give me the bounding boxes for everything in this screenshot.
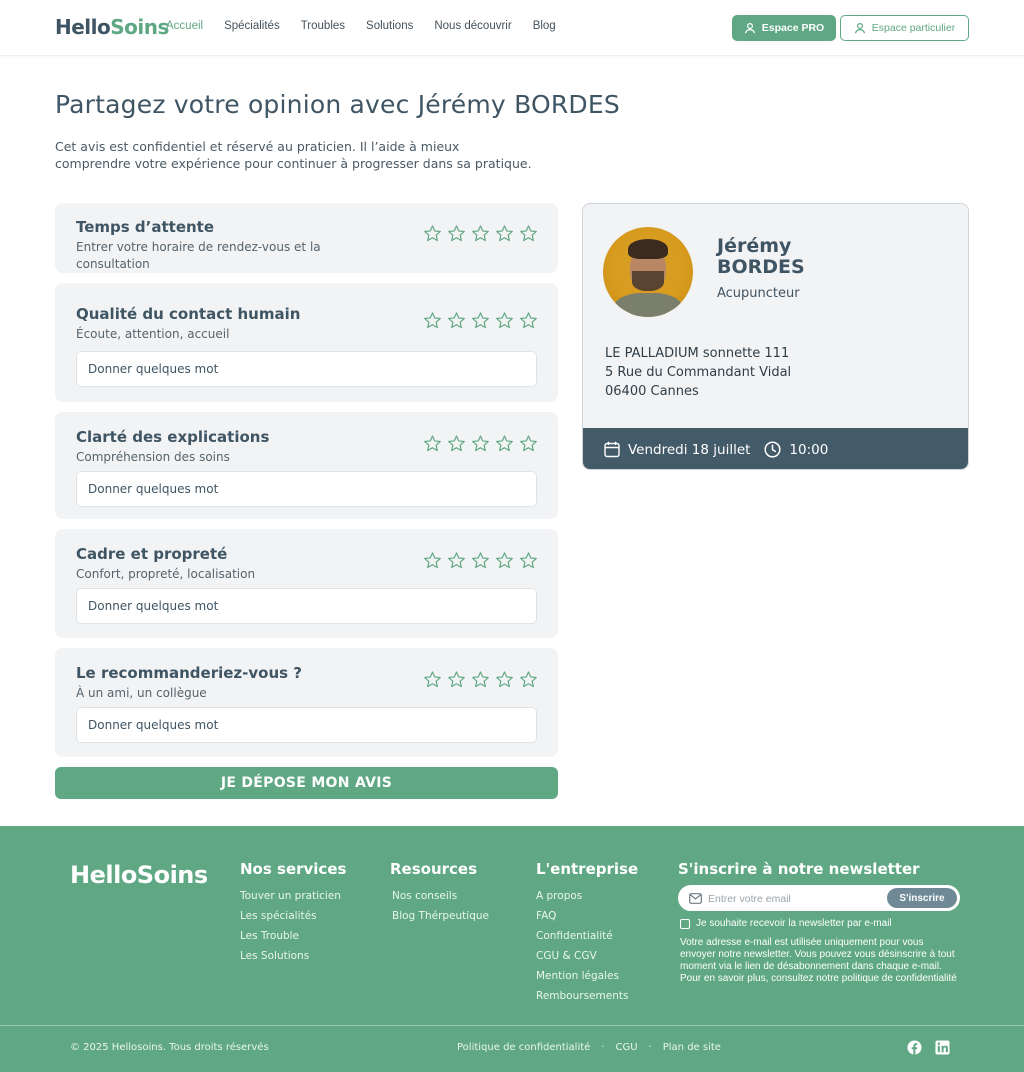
logo-part-1: Hello [55, 15, 111, 39]
comment-input[interactable] [76, 588, 537, 624]
user-icon [854, 22, 866, 34]
footer-link[interactable]: A propos [536, 890, 583, 902]
star-icon[interactable] [495, 224, 514, 243]
facebook-icon[interactable] [907, 1040, 922, 1055]
newsletter-email-input[interactable] [708, 890, 878, 908]
address-line: 5 Rue du Commandant Vidal [605, 365, 792, 380]
footer-heading: Nos services [240, 860, 347, 878]
footer-link[interactable]: Les Solutions [240, 950, 310, 962]
nav-nous-decouvrir[interactable]: Nous découvrir [434, 20, 512, 32]
criterion-title: Clarté des explications [76, 428, 270, 446]
star-icon[interactable] [519, 434, 538, 453]
privacy-link[interactable]: Politique de confidentialité [457, 1042, 591, 1053]
sitemap-link[interactable]: Plan de site [662, 1042, 721, 1053]
star-icon[interactable] [423, 670, 442, 689]
practitioner-avatar [603, 227, 693, 317]
comment-input[interactable] [76, 471, 537, 507]
star-icon[interactable] [471, 311, 490, 330]
appointment-bar [583, 428, 969, 470]
appointment-date: Vendredi 18 juillet [628, 441, 751, 458]
criterion-title: Cadre et propreté [76, 545, 228, 563]
criterion-subtitle: Entrer votre horaire de rendez-vous et la consultation [76, 240, 321, 271]
footer-link[interactable]: Les spécialités [240, 910, 317, 922]
star-icon[interactable] [519, 224, 538, 243]
hellosoins-logo[interactable] [55, 15, 169, 39]
nav-blog[interactable]: Blog [532, 20, 556, 32]
footer-resources [390, 860, 489, 930]
calendar-icon [604, 441, 620, 458]
footer-link[interactable]: CGU & CGV [536, 950, 597, 962]
criterion-subtitle: Écoute, attention, accueil [76, 327, 230, 341]
star-icon[interactable] [471, 434, 490, 453]
site-header [0, 0, 1024, 56]
footer-heading: Resources [390, 860, 478, 878]
espace-pro-button[interactable] [732, 15, 836, 41]
clock-icon [764, 441, 781, 458]
star-icon[interactable] [495, 551, 514, 570]
footer-services [240, 860, 346, 970]
star-icon[interactable] [519, 670, 538, 689]
nav-troubles[interactable]: Troubles [300, 20, 346, 32]
newsletter-title: S'inscrire à notre newsletter [678, 860, 920, 878]
newsletter-form [678, 885, 960, 911]
star-icon[interactable] [423, 311, 442, 330]
newsletter-subscribe-button[interactable]: S'inscrire [887, 888, 957, 908]
practitioner-name [717, 236, 805, 278]
submit-review-button[interactable]: JE DÉPOSE MON AVIS [55, 767, 558, 799]
criterion-subtitle: Compréhension des soins [76, 450, 230, 464]
criterion-card-recommandation [55, 648, 558, 757]
footer-link[interactable]: Confidentialité [536, 930, 613, 942]
criterion-title: Qualité du contact humain [76, 305, 301, 323]
user-icon [744, 22, 756, 34]
main-nav [166, 20, 577, 32]
star-icon[interactable] [447, 551, 466, 570]
mail-icon [689, 893, 702, 904]
cgu-link[interactable]: CGU [615, 1042, 638, 1053]
practitioner-first-name: Jérémy [717, 235, 792, 257]
star-icon[interactable] [519, 311, 538, 330]
footer-link[interactable]: Mention légales [536, 970, 619, 982]
address-line: LE PALLADIUM sonnette 111 [605, 346, 790, 361]
footer-link[interactable]: Blog Thérpeutique [392, 910, 489, 922]
criterion-card-temps-attente [55, 203, 558, 273]
star-icon[interactable] [447, 434, 466, 453]
criterion-card-cadre [55, 529, 558, 638]
star-icon[interactable] [471, 551, 490, 570]
criterion-card-contact-humain [55, 283, 558, 402]
star-icon[interactable] [495, 670, 514, 689]
nav-specialites[interactable]: Spécialités [224, 20, 280, 32]
newsletter-consent[interactable] [680, 918, 892, 929]
footer-company [536, 860, 638, 1010]
page-title: Partagez votre opinion avec Jérémy BORDES [55, 90, 620, 119]
footer-link[interactable]: Touver un praticien [240, 890, 341, 902]
address-line: 06400 Cannes [605, 384, 699, 399]
copyright: © 2025 Hellosoins. Tous droits réservés [70, 1042, 269, 1053]
nav-accueil[interactable]: Accueil [166, 20, 204, 32]
footer-divider [0, 1025, 1024, 1026]
criterion-subtitle: Confort, propreté, localisation [76, 567, 256, 581]
footer-link[interactable]: Remboursements [536, 990, 629, 1002]
footer-link[interactable]: Les Trouble [240, 930, 300, 942]
rating-stars [423, 551, 538, 570]
practitioner-address [605, 344, 791, 401]
comment-input[interactable] [76, 707, 537, 743]
rating-stars [423, 224, 538, 243]
espace-particulier-label: Espace particulier [871, 22, 956, 34]
nav-solutions[interactable]: Solutions [366, 20, 414, 32]
star-icon[interactable] [471, 670, 490, 689]
espace-pro-label: Espace PRO [761, 22, 825, 34]
star-icon[interactable] [447, 224, 466, 243]
footer-link[interactable]: Nos conseils [392, 890, 458, 902]
criterion-title: Le recommanderiez-vous ? [76, 664, 302, 682]
star-icon[interactable] [447, 311, 466, 330]
star-icon[interactable] [423, 224, 442, 243]
criterion-subtitle: À un ami, un collègue [76, 686, 207, 700]
star-icon[interactable] [423, 434, 442, 453]
practitioner-last-name: BORDES [717, 256, 805, 278]
logo-part-2: Soins [110, 15, 169, 39]
star-icon[interactable] [447, 670, 466, 689]
rating-stars [423, 311, 538, 330]
newsletter-note: Votre adresse e-mail est utilisée uniquement pour vous envoyer notre newsletter. Vous pouvez vous désinscrire à tout moment via le lien de désabonnement dans chaque e-mail. Pour en savoir plus, consultez notre politique de confidentialité [680, 937, 957, 984]
rating-stars [423, 434, 538, 453]
footer-link[interactable]: FAQ [536, 910, 557, 922]
criterion-title: Temps d’attente [76, 218, 215, 236]
comment-input[interactable] [76, 351, 537, 387]
star-icon[interactable] [495, 434, 514, 453]
rating-stars [423, 670, 538, 689]
star-icon[interactable] [519, 551, 538, 570]
criterion-card-clarte [55, 412, 558, 519]
consent-label: Je souhaite recevoir la newsletter par e-mail [696, 918, 892, 929]
page-intro: Cet avis est confidentiel et réservé au praticien. Il l’aide à mieux comprendre votre expérience pour continuer à progresser dans sa pratique. [55, 139, 532, 171]
footer-logo[interactable]: HelloSoins [70, 861, 208, 889]
practitioner-card [582, 203, 969, 470]
star-icon[interactable] [423, 551, 442, 570]
espace-particulier-button[interactable] [840, 15, 969, 41]
star-icon[interactable] [495, 311, 514, 330]
practitioner-specialty: Acupuncteur [717, 286, 800, 301]
footer-heading: L'entreprise [536, 860, 639, 878]
site-footer [0, 826, 1024, 1072]
consent-checkbox[interactable] [680, 919, 690, 929]
appointment-time: 10:00 [789, 441, 829, 458]
star-icon[interactable] [471, 224, 490, 243]
linkedin-icon[interactable] [935, 1040, 950, 1055]
legal-links: Politique de confidentialité · CGU · Plan de site [457, 1042, 721, 1053]
